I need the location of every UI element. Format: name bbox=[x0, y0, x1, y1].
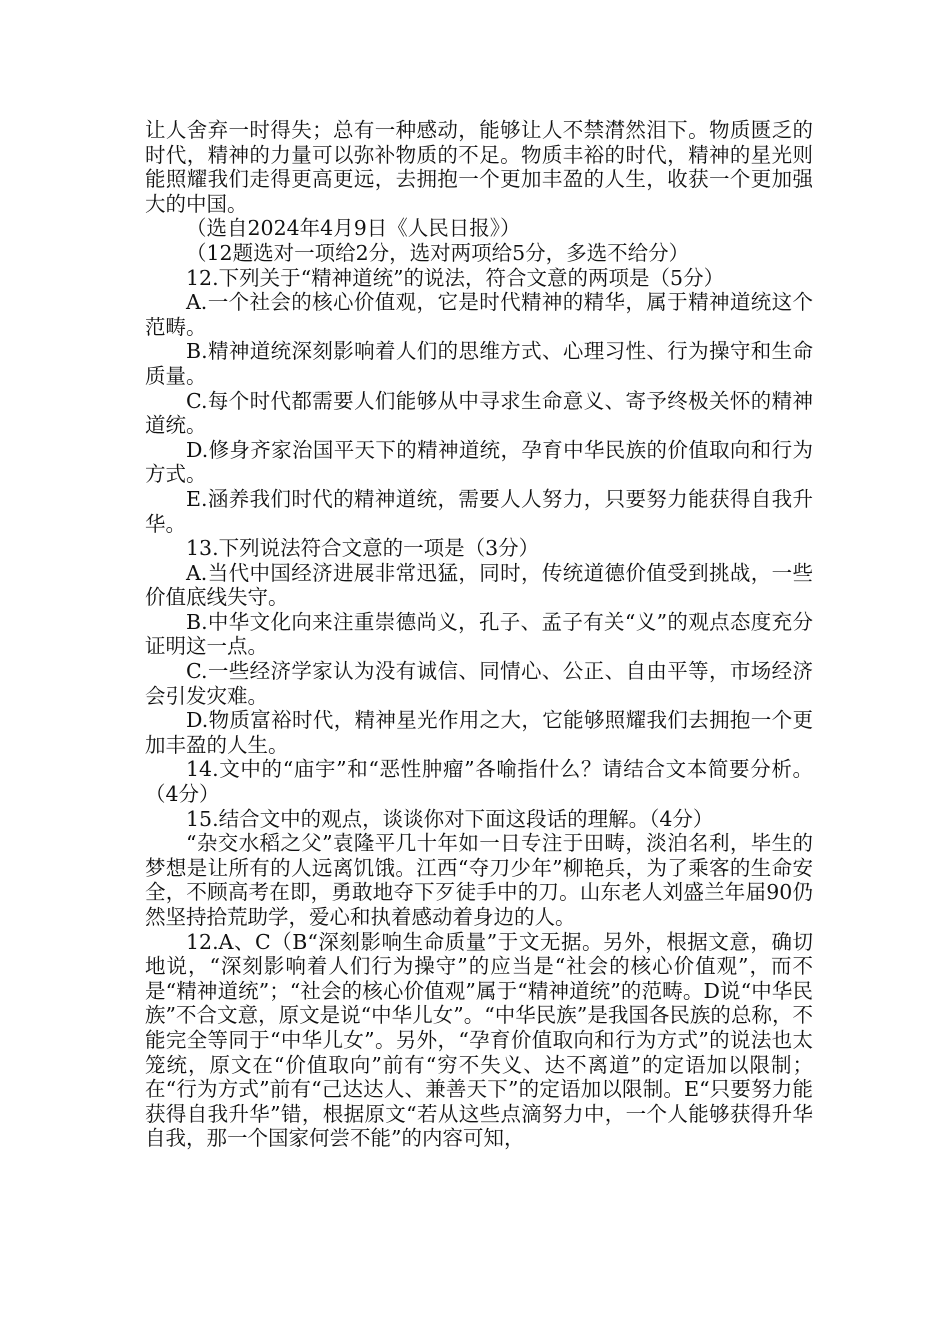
source-citation: （选自2024年4月9日《人民日报》） bbox=[186, 216, 521, 241]
q13-option-a: A.当代中国经济进展非常迅猛，同时，传统道德价值受到挑战，一些价值底线失守。 bbox=[145, 560, 813, 610]
q13-option-b: B.中华文化向来注重崇德尚义，孔子、孟子有关“义”的观点态度充分证明这一点。 bbox=[145, 609, 813, 659]
scoring-note: （12题选对一项给2分，选对两项给5分，多选不给分） bbox=[186, 240, 690, 265]
q12-option-e: E.涵养我们时代的精神道统，需要人人努力，只要努力能获得自我升华。 bbox=[145, 486, 813, 536]
q13-stem: 13.下列说法符合文意的一项是（3分） bbox=[186, 536, 540, 561]
q15-stem: 15.结合文中的观点，谈谈你对下面这段话的理解。（4分） bbox=[186, 806, 714, 831]
q12-option-b: B.精神道统深刻影响着人们的思维方式、心理习性、行为操守和生命质量。 bbox=[145, 339, 813, 388]
q12-option-a: A.一个社会的核心价值观，它是时代精神的精华，属于精神道统这个范畴。 bbox=[145, 290, 813, 339]
answer-12: 12.A、C（B“深刻影响生命质量”于文无据。另外，根据文意，确切地说，“深刻影响着人们行为操守”的应当是“社会的核心价值观”，而不是“精神道统”；“社会的核心价值观”属于“精神道统”的范畴。D说“中华民族”不合文意，原文是说“中华儿女”。“中华民族”是我国各民族的总称，不能完全等同于“中华儿女”。另外，“孕育价值取向和行为方式”的说法也太笼统，原文在“价值取向”前有“穷不失义、达不离道”的定语加以限制；在“行为方式”前有“己达达人、兼善天下”的定语加以限制。E“只要努力能获得自我升华”错，根据原文“若从这些点滴努力中，一个人能够获得升华自我，那一个国家何尝不能”的内容可知， bbox=[145, 929, 813, 1151]
q12-option-d: D.修身齐家治国平天下的精神道统，孕育中华民族的价值取向和行为方式。 bbox=[145, 437, 813, 487]
q12-stem: 12.下列关于“精神道统”的说法，符合文意的两项是（5分） bbox=[186, 265, 725, 290]
q13-option-c: C.一些经济学家认为没有诚信、同情心、公正、自由平等，市场经济会引发灾难。 bbox=[145, 659, 813, 708]
q14-stem: 14.文中的“庙宇”和“恶性肿瘤”各喻指什么？请结合文本简要分析。（4分） bbox=[145, 757, 813, 807]
document-page bbox=[145, 118, 813, 1151]
q12-option-c: C.每个时代都需要人们能够从中寻求生命意义、寄予终极关怀的精神道统。 bbox=[145, 388, 813, 438]
q15-material: “杂交水稻之父”袁隆平几十年如一日专注于田畴，淡泊名利，毕生的梦想是让所有的人远离饥饿。江西“夺刀少年”柳艳兵，为了乘客的生命安全，不顾高考在即，勇敢地夺下歹徒手中的刀。山东老人刘盛兰年届90仍然坚持拾荒助学，爱心和执着感动着身边的人。 bbox=[145, 831, 813, 929]
passage-tail: 让人舍弃一时得失；总有一种感动，能够让人不禁潸然泪下。物质匮乏的时代，精神的力量可以弥补物质的不足。物质丰裕的时代，精神的星光则能照耀我们走得更高更远，去拥抱一个更加丰盈的人生，收获一个更加强大的中国。 bbox=[145, 118, 813, 216]
q13-option-d: D.物质富裕时代，精神星光作用之大，它能够照耀我们去拥抱一个更加丰盈的人生。 bbox=[145, 708, 813, 757]
